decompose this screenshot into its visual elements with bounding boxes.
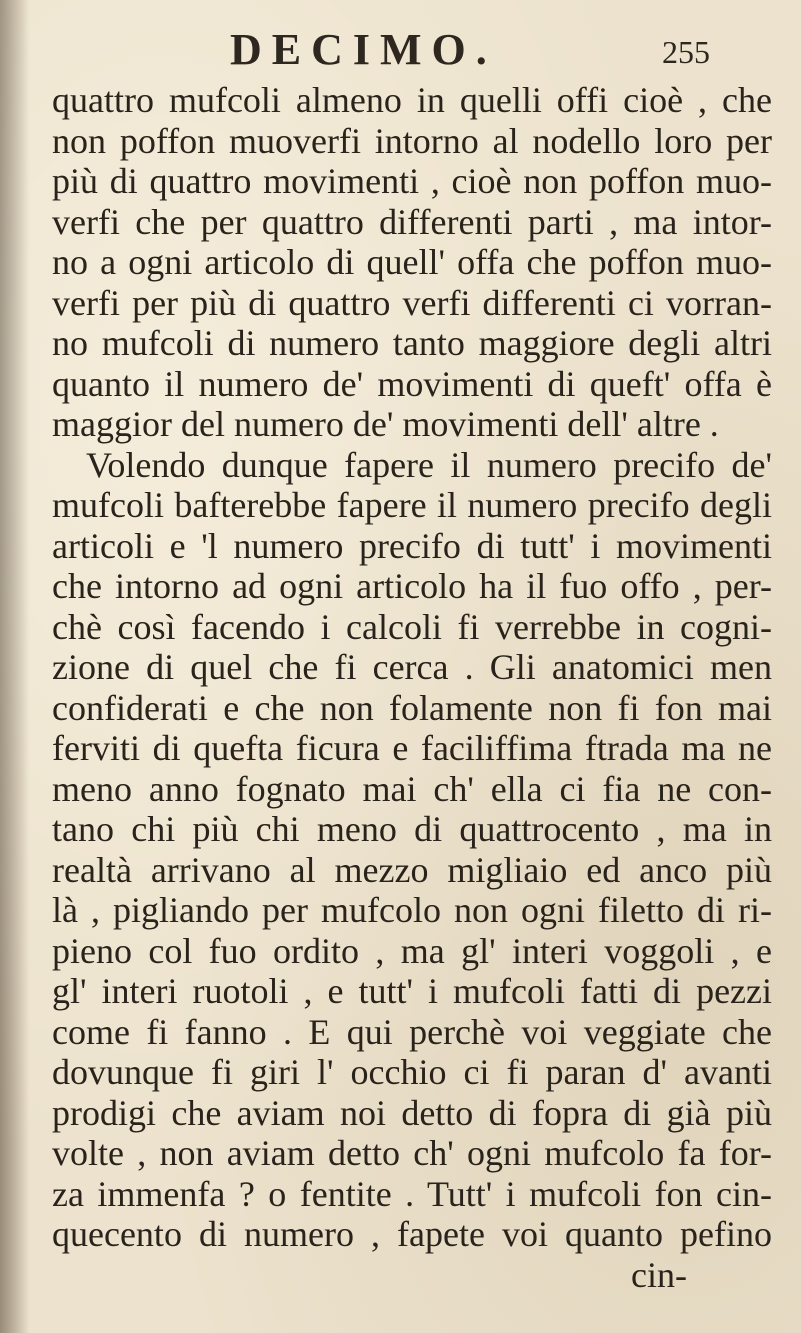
text-line: quattro mufcoli almeno in quelli offi cioè , che (52, 80, 772, 120)
text-line: volte , non aviam detto ch' ogni mufcolo fa for- (52, 1133, 772, 1173)
text-line: mufcoli bafterebbe fapere il numero precifo degli (52, 485, 772, 525)
text-line: maggior del numero de' movimenti dell' altre . (52, 404, 719, 444)
text-line: no mufcoli di numero tanto maggiore degli altri (52, 323, 772, 363)
text-line: che intorno ad ogni articolo ha il fuo offo , per- (52, 566, 772, 606)
text-line: non poffon muoverfi intorno al nodello loro per (52, 120, 772, 161)
text-line: chè così facendo i calcoli fi verrebbe in cogni- (52, 606, 772, 647)
text-line: meno anno fognato mai ch' ella ci fia ne con- (52, 768, 772, 809)
text-line: quecento di numero , fapete voi quanto pefino (52, 1214, 772, 1254)
catchword: cin- (631, 1254, 687, 1295)
text-line: come fi fanno . E qui perchè voi veggiate che (52, 1011, 772, 1052)
text-line: pieno col fuo ordito , ma gl' interi voggoli , e (52, 930, 772, 971)
text-line: dovunque fi giri l' occhio ci fi paran d' avanti (52, 1052, 772, 1092)
text-line: articoli e 'l numero precifo di tutt' i movimenti (52, 525, 772, 566)
text-line: quanto il numero de' movimenti di queft' offa è (52, 363, 772, 404)
body-text (52, 80, 772, 1295)
text-line: gl' interi ruotoli , e tutt' i mufcoli fatti di pezzi (52, 971, 772, 1011)
text-line: confiderati e che non folamente non fi fon mai (52, 687, 772, 728)
page-header (0, 22, 801, 78)
text-line: ferviti di quefta ficura e faciliffima ftrada ma ne (52, 728, 772, 768)
text-line: zione di quel che fi cerca . Gli anatomici men (52, 647, 772, 687)
page-number: 255 (662, 34, 710, 70)
text-line: realtà arrivano al mezzo migliaio ed anco più (52, 849, 772, 890)
text-line: no a ogni articolo di quell' offa che poffon muo- (52, 242, 772, 282)
page-gutter-shadow (0, 0, 30, 1333)
text-line: più di quattro movimenti , cioè non poffon muo- (52, 161, 772, 201)
text-line: verfi che per quattro differenti parti , ma intor- (52, 201, 772, 242)
text-line: za immenfa ? o fentite . Tutt' i mufcoli fon cin- (52, 1173, 772, 1214)
paragraph-start-line: Volendo dunque fapere il numero precifo de' (86, 444, 772, 485)
text-line: tano chi più chi meno di quattrocento , ma in (52, 809, 772, 849)
text-line: prodigi che aviam noi detto di fopra di già più (52, 1092, 772, 1133)
running-head: DECIMO. (230, 25, 497, 74)
text-line: verfi per più di quattro verfi differenti ci vorran- (52, 282, 772, 323)
text-line: là , pigliando per mufcolo non ogni filetto di ri- (52, 890, 772, 930)
